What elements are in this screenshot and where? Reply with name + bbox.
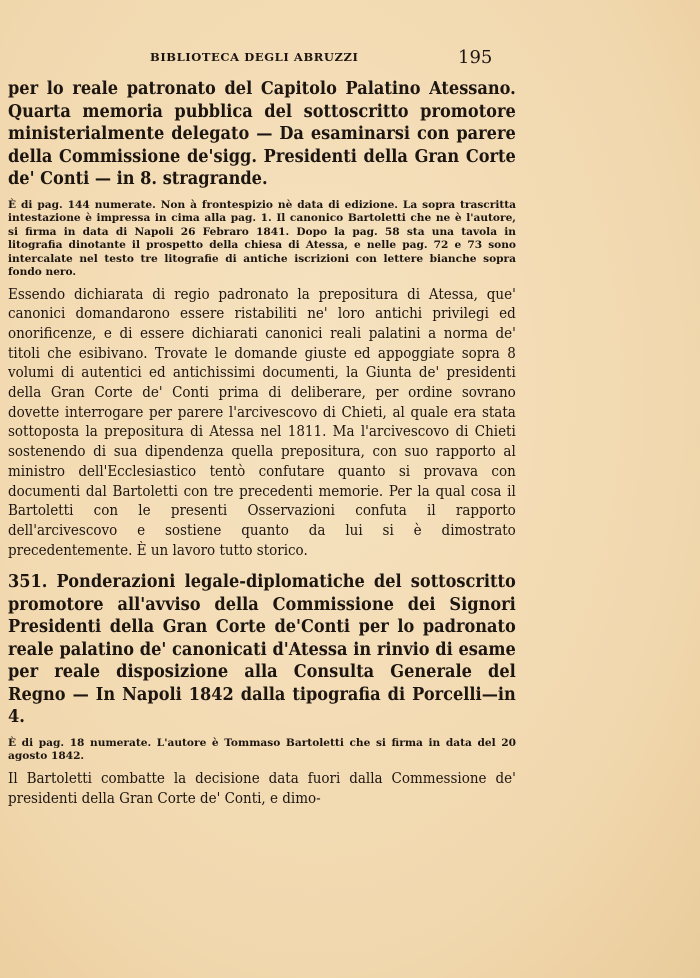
entry-351-title: 351. Ponderazioni legale-diplomatiche del sottoscritto promotore all'avviso della Commissione dei Signori Presidenti della Gran Corte de'Conti per lo padronato reale palatino de' canonicati d'Atessa in rinvio di esame per reale disposizione alla Consulta Generale del Regno — In Napoli 1842 dalla tipografia di Porcelli—in 4. [8, 572, 516, 728]
entry-351-note: È di pag. 18 numerate. L'autore è Tommaso Bartoletti che si firma in data del 20 agosto 1842. [8, 736, 516, 763]
entry-351-commentary: Il Bartoletti combatte la decisione data fuori dalla Commessione de' presidenti della Gran Corte de' Conti, e dimo- [8, 770, 516, 807]
page-body [8, 78, 516, 809]
entry-350-commentary: Essendo dichiarata di regio padronato la prepositura di Atessa, que' canonici domandarono essere ristabiliti ne' loro antichi privilegi ed onorificenze, e di essere dichiarati canonici reali palatini a norma de' titoli che esibivano. Trovate le domande giuste ed appoggiate sopra 8 volumi di autentici ed antichissimi documenti, la Giunta de' presidenti della Gran Corte de' Conti prima di deliberare, per ordine sovrano dovette interrogare per parere l'arcivescovo di Chieti, al quale era stata sottoposta la prepositura di Atessa nel 1811. Ma l'arcivescovo di Chieti sostenendo di sua dipendenza quella prepositura, con suo rapporto al ministro dell'Ecclesiastico tentò confutare quanto si provava con documenti dal Bartoletti con tre precedenti memorie. Per la qual cosa il Bartoletti con le presenti Osservazioni confuta il rapporto dell'arcivescovo e sostiene quanto da lui si è dimostrato precedentemente. È un lavoro tutto storico. [8, 286, 516, 559]
running-title: BIBLIOTECA DEGLI ABRUZZI [150, 50, 359, 64]
page-number: 195 [458, 47, 493, 68]
entry-350-title: per lo reale patronato del Capitolo Palatino Atessano. Quarta memoria pubblica del sottoscritto promotore ministerialmente delegato — Da esaminarsi con parere della Commissione de'sigg. Presidenti della Gran Corte de' Conti — in 8. stragrande. [8, 79, 516, 189]
entry-350-note: È di pag. 144 numerate. Non à frontespizio nè data di edizione. La sopra trascritta intestazione è impressa in cima alla pag. 1. Il canonico Bartoletti che ne è l'autore, si firma in data di Napoli 26 Febraro 1841. Dopo la pag. 58 sta una tavola in litografia dinotante il prospetto della chiesa di Atessa, e nelle pag. 72 e 73 sono intercalate nel testo tre litografie di antiche iscrizioni con lettere bianche sopra fondo nero. [8, 198, 516, 278]
